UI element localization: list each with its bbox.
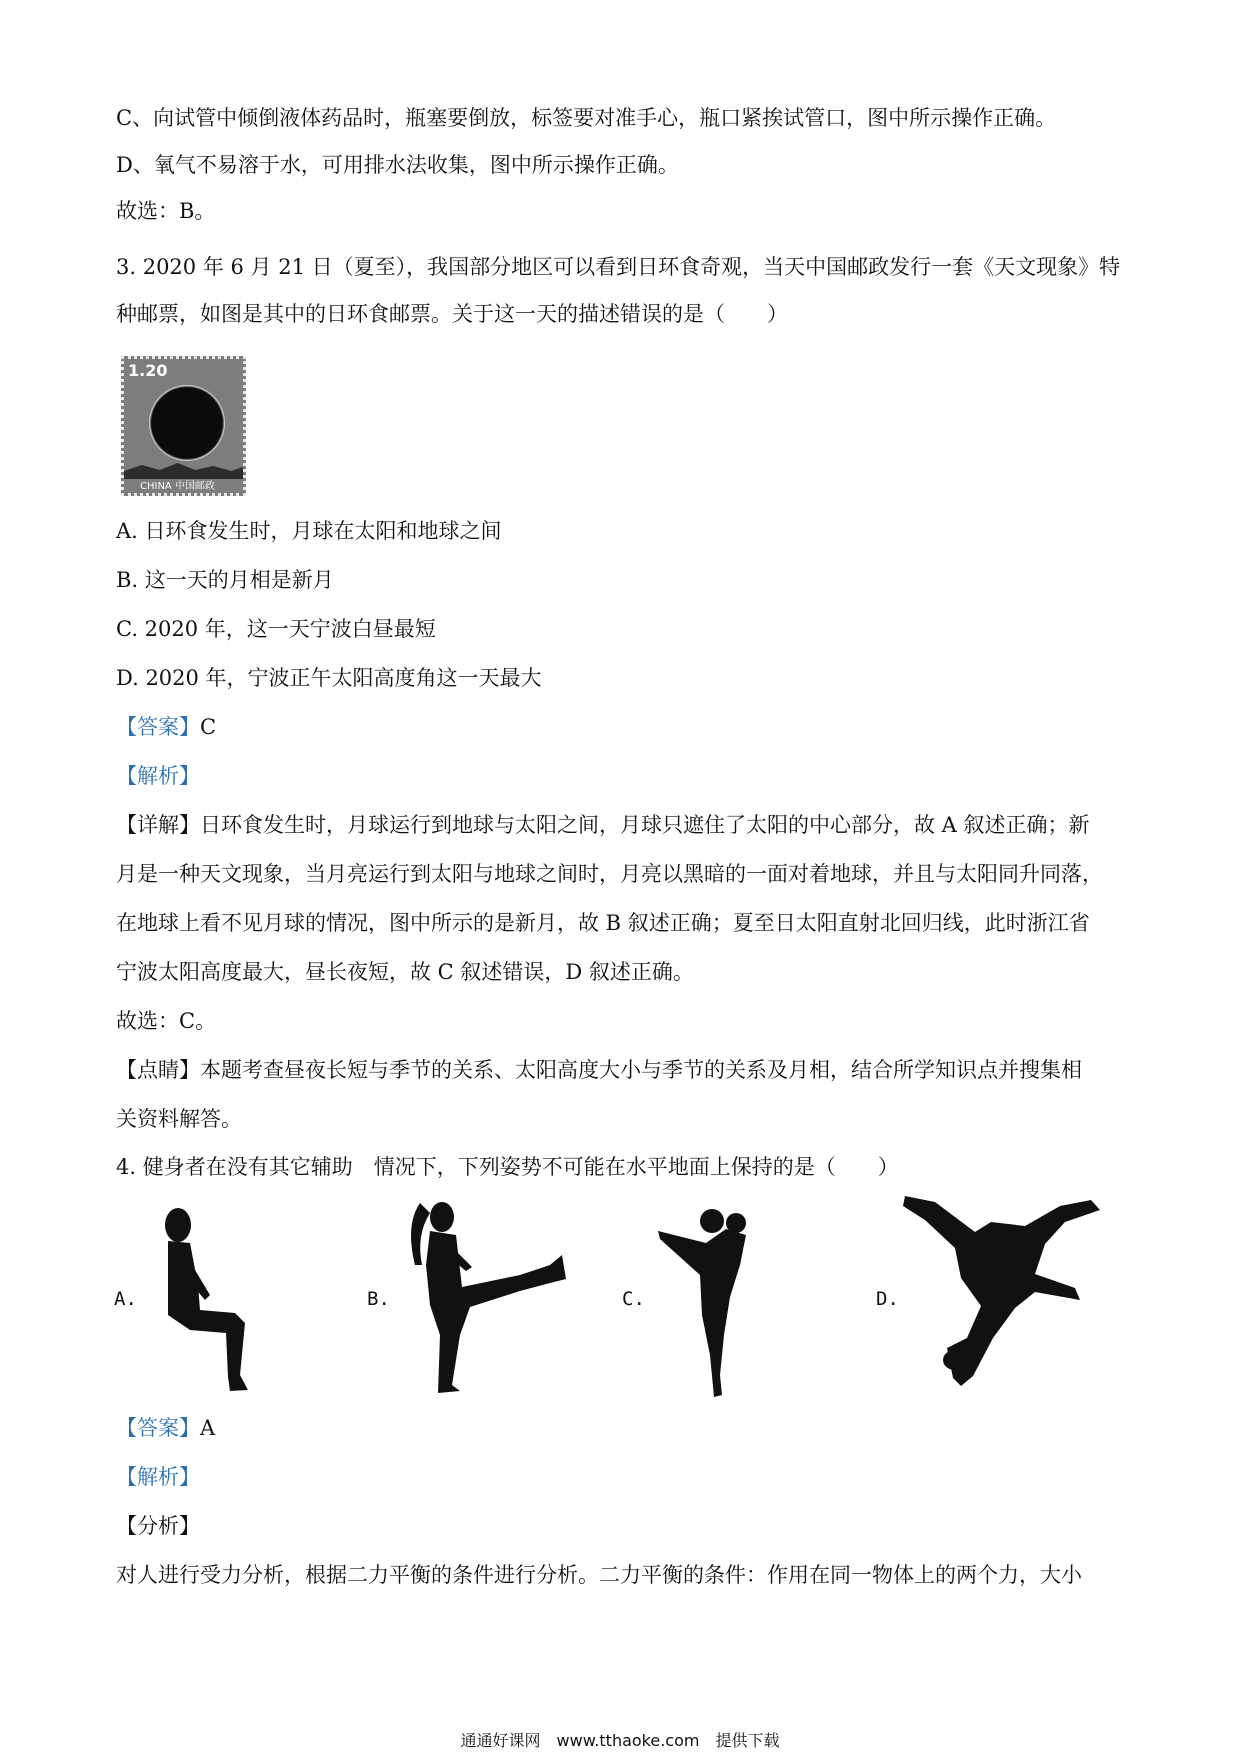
analysis-tag: 【解析】 bbox=[116, 1465, 200, 1489]
paragraph-line: C、向试管中倾倒液体药品时，瓶塞要倒放，标签要对准手心，瓶口紧挨试管口，图中所示操作正确。 bbox=[116, 106, 1057, 130]
option-b: B. 这一天的月相是新月 bbox=[116, 568, 334, 592]
option-d-label: D. bbox=[876, 1288, 899, 1310]
analysis-line: 对人进行受力分析，根据二力平衡的条件进行分析。二力平衡的条件：作用在同一物体上的两个力，大小 bbox=[116, 1563, 1082, 1587]
option-c: C. 2020 年，这一天宁波白昼最短 bbox=[116, 617, 436, 641]
answer-4 bbox=[116, 1413, 1126, 1443]
analysis-4 bbox=[116, 1462, 1126, 1492]
comment-text: 本题考查昼夜长短与季节的关系、太阳高度大小与季节的关系及月相，结合所学知识点并搜集相 bbox=[200, 1058, 1082, 1082]
stamp-value: 1.20 bbox=[128, 361, 168, 380]
detail-line: 月是一种天文现象，当月亮运行到太阳与地球之间时，月亮以黑暗的一面对着地球，并且与太阳同升同落， bbox=[116, 862, 1103, 886]
handstand-breakdancer-figure bbox=[895, 1188, 1110, 1388]
answer-value: C bbox=[200, 715, 217, 739]
answer-tag: 【答案】 bbox=[116, 1416, 200, 1440]
detail-line bbox=[116, 810, 1126, 840]
option-d: D. 2020 年，宁波正午太阳高度角这一天最大 bbox=[116, 666, 542, 690]
option-c-label: C. bbox=[622, 1288, 645, 1310]
answer-value: A bbox=[200, 1416, 216, 1440]
question-4-stem: 4. 健身者在没有其它辅助 情况下，下列姿势不可能在水平地面上保持的是（ ） bbox=[116, 1155, 899, 1179]
question-3-stem: 3. 2020 年 6 月 21 日（夏至），我国部分地区可以看到日环食奇观，当天中国邮政发行一套《天文现象》特 bbox=[116, 255, 1121, 279]
answer-3 bbox=[116, 712, 1126, 742]
answer-tag: 【答案】 bbox=[116, 715, 200, 739]
mountain-silhouette bbox=[124, 459, 243, 479]
detail-text: 日环食发生时，月球运行到地球与太阳之间，月球只遮住了太阳的中心部分，故 A 叙述正确；新 bbox=[200, 813, 1090, 837]
detail-tag: 【详解】 bbox=[116, 813, 200, 837]
comment-line: 关资料解答。 bbox=[116, 1107, 242, 1131]
option-b-label: B. bbox=[367, 1288, 390, 1310]
page-footer: 通通好课网 www.tthaoke.com 提供下载 bbox=[460, 1731, 780, 1750]
annular-eclipse-icon bbox=[149, 385, 225, 461]
eclipse-stamp-image bbox=[121, 356, 246, 496]
paragraph-line: D、氧气不易溶于水，可用排水法收集，图中所示操作正确。 bbox=[116, 153, 679, 177]
analysis-3 bbox=[116, 761, 1126, 791]
analysis-tag: 【解析】 bbox=[116, 764, 200, 788]
kicking-person-figure bbox=[400, 1195, 570, 1400]
sitting-person-figure bbox=[150, 1205, 260, 1400]
analysis-heading: 【分析】 bbox=[116, 1514, 200, 1538]
detail-line: 在地球上看不见月球的情况，图中所示的是新月，故 B 叙述正确；夏至日太阳直射北回归线，此时浙江省 bbox=[116, 911, 1090, 935]
question-3-stem: 种邮票，如图是其中的日环食邮票。关于这一天的描述错误的是（ ） bbox=[116, 302, 788, 326]
stamp-country: CHINA 中国邮政 bbox=[140, 481, 215, 492]
comment-tag: 【点睛】 bbox=[116, 1058, 200, 1082]
paragraph-line: 故选：B。 bbox=[116, 199, 216, 223]
choose-line: 故选：C。 bbox=[116, 1009, 217, 1033]
comment-line bbox=[116, 1055, 1126, 1085]
dancer-figure bbox=[650, 1205, 780, 1405]
option-a: A. 日环食发生时，月球在太阳和地球之间 bbox=[116, 519, 502, 543]
detail-line: 宁波太阳高度最大，昼长夜短，故 C 叙述错误，D 叙述正确。 bbox=[116, 960, 694, 984]
option-a-label: A. bbox=[114, 1288, 137, 1310]
